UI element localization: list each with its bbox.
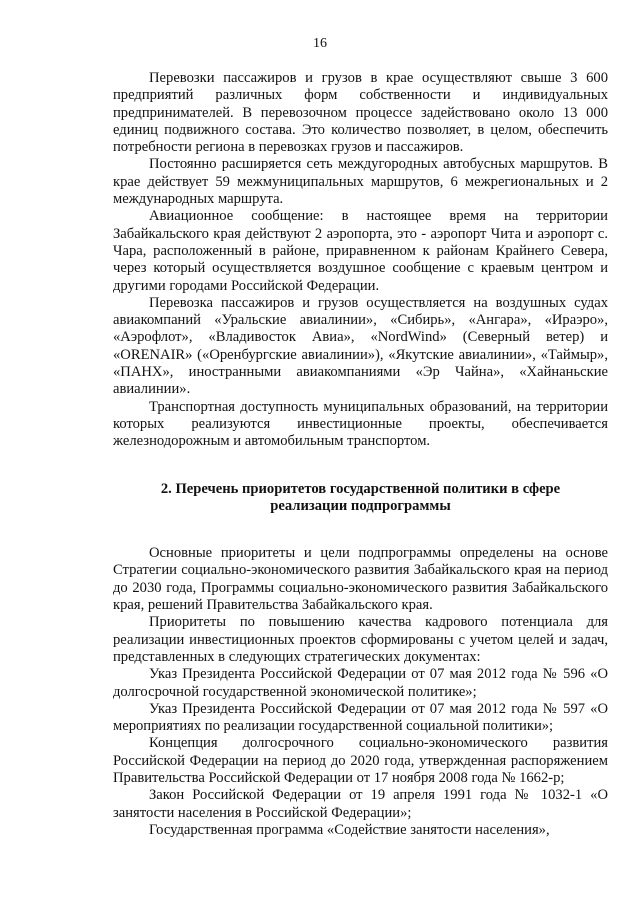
paragraph-freight-operators: Перевозки пассажиров и грузов в крае осуществляют свыше 3 600 предприятий различных форм собственности и индивидуальных предпринимателей. В перевозочном процессе задействовано около 13 000 единиц подвижного состава. Это количество позволяет, в целом, обеспечить потребности региона в перевозках грузов и пассажиров. (113, 70, 608, 156)
paragraph-bus-routes: Постоянно расширяется сеть междугородных автобусных маршрутов. В крае действует 59 межмуниципальных маршрутов, 6 межрегиональных и 2 международных маршрута. (113, 156, 608, 208)
document-body (113, 70, 608, 839)
section-heading: 2. Перечень приоритетов государственной политики в сфере реализации подпрограммы (160, 480, 561, 514)
paragraph-decree-596: Указ Президента Российской Федерации от 07 мая 2012 года № 596 «О долгосрочной государственной экономической политике»; (113, 666, 608, 700)
paragraph-state-program: Государственная программа «Содействие занятости населения», (149, 821, 550, 838)
paragraph-decree-597: Указ Президента Российской Федерации от 07 мая 2012 года № 597 «О мероприятиях по реализации государственной социальной политики»; (113, 700, 608, 735)
paragraph-employment-law: Закон Российской Федерации от 19 апреля 1991 года № 1032-1 «О занятости населения в Российской Федерации»; (113, 787, 608, 821)
paragraph-priorities-staff: Приоритеты по повышению качества кадрового потенциала для реализации инвестиционных проектов сформированы с учетом целей и задач, представленных в следующих стратегических документах: (113, 614, 608, 665)
paragraph-air-service: Авиационное сообщение: в настоящее время на территории Забайкальского края действуют 2 аэропорта, это - аэропорт Чита и аэропорт с. Чара, расположенный в районе, приравненном к районам Крайнего Севера, через который осуществляется воздушное сообщение с краевым центром и другими городами Российской Федерации. (113, 208, 608, 294)
paragraph-concept-2020: Концепция долгосрочного социально-экономического развития Российской Федерации на период до 2020 года, утвержденная распоряжением Правительства Российской Федерации от 17 ноября 2008 года № 1662-р; (113, 735, 608, 786)
page-number: 16 (313, 36, 327, 51)
paragraph-airlines: Перевозка пассажиров и грузов осуществляется на воздушных судах авиакомпаний «Уральские авиалинии», «Сибирь», «Ангара», «Ираэро», «Аэрофлот», «Владивосток Авиа», «NordWind» (Северный ветер) и «ORENAIR» («Оренбургские авиалинии»), «Якутские авиалинии», «Таймыр», «ПАНХ», иностранными авиакомпаниями «Эр Чайна», «Хайнаньские авиалинии». (113, 294, 608, 398)
paragraph-priorities-basis: Основные приоритеты и цели подпрограммы определены на основе Стратегии социально-экономического развития Забайкальского края на период до 2030 года, Программы социально-экономического развития Забайкальского края, решений Правительства Забайкальского края. (113, 545, 608, 614)
paragraph-transport-access: Транспортная доступность муниципальных образований, на территории которых реализуются инвестиционные проекты, обеспечивается железнодорожным и автомобильным транспортом. (113, 398, 608, 450)
